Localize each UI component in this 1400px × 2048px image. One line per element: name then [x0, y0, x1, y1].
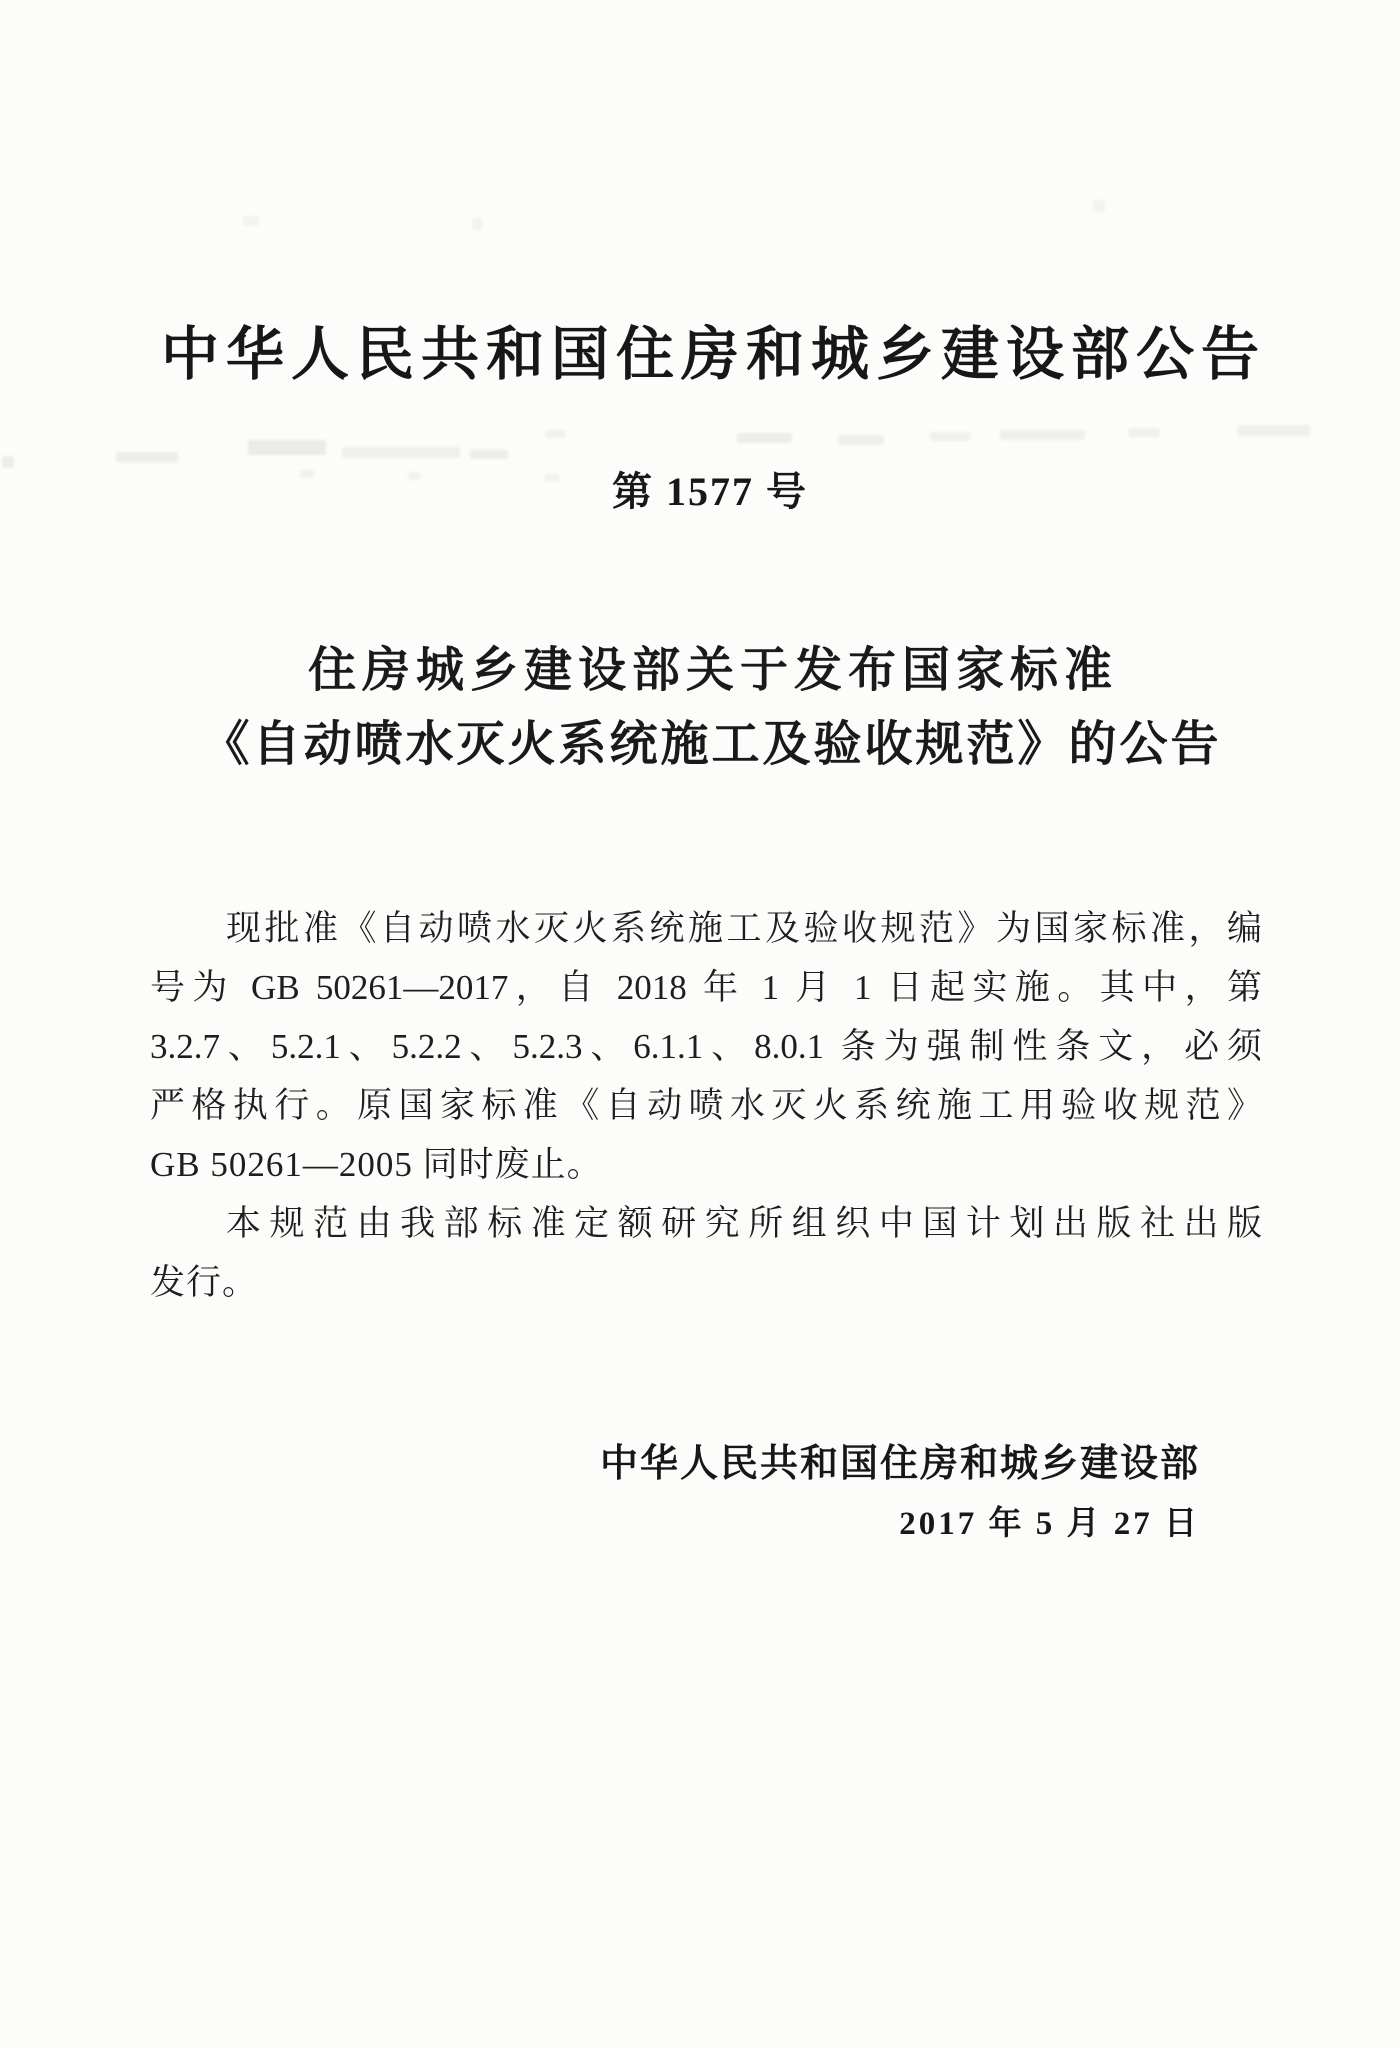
body-line: 本规范由我部标准定额研究所组织中国计划出版社出版: [226, 1204, 1262, 1243]
announcement-number: 第 1577 号: [612, 469, 808, 514]
scan-artifact: [1000, 430, 1085, 440]
scan-artifact: [1128, 428, 1160, 437]
signature-issuer: 中华人民共和国住房和城乡建设部: [599, 1443, 1200, 1485]
scan-artifact: [472, 218, 482, 230]
scan-artifact: [470, 450, 508, 459]
scan-artifact: [248, 440, 326, 455]
body-line: 3.2.7、5.2.1、5.2.2、5.2.3、6.1.1、8.0.1 条为强制性条文，必须: [150, 1027, 1262, 1066]
scan-artifact: [1093, 200, 1105, 212]
announcement-body: [150, 899, 1262, 1312]
scan-artifact: [116, 452, 178, 462]
scan-artifact: [1238, 425, 1310, 436]
scan-artifact: [838, 435, 884, 445]
scan-artifact: [930, 432, 970, 441]
signature-block: [150, 1440, 1200, 1546]
scan-artifact: [243, 216, 259, 226]
ministry-announcement-title: 中华人民共和国住房和城乡建设部公告: [160, 322, 1266, 387]
body-line: 发行。: [150, 1263, 259, 1302]
scan-artifact: [737, 433, 792, 443]
scan-artifact: [2, 456, 14, 468]
body-line: 现批准《自动喷水灭火系统施工及验收规范》为国家标准，编: [226, 909, 1262, 948]
scan-artifact: [545, 430, 565, 438]
body-line: 号为 GB 50261—2017，自 2018 年 1 月 1 日起实施。其中，第: [150, 968, 1262, 1007]
signature-date: 2017 年 5 月 27 日: [899, 1506, 1200, 1542]
scan-artifact: [342, 447, 460, 458]
subject-line-2: 《自动喷水灭火系统施工及验收规范》的公告: [201, 718, 1222, 771]
subject-line-1: 住房城乡建设部关于发布国家标准: [307, 644, 1118, 697]
body-line: GB 50261—2005 同时废止。: [150, 1145, 603, 1184]
announcement-subject: [130, 642, 1290, 774]
body-line: 严格执行。原国家标准《自动喷水灭火系统施工用验收规范》: [150, 1086, 1262, 1125]
